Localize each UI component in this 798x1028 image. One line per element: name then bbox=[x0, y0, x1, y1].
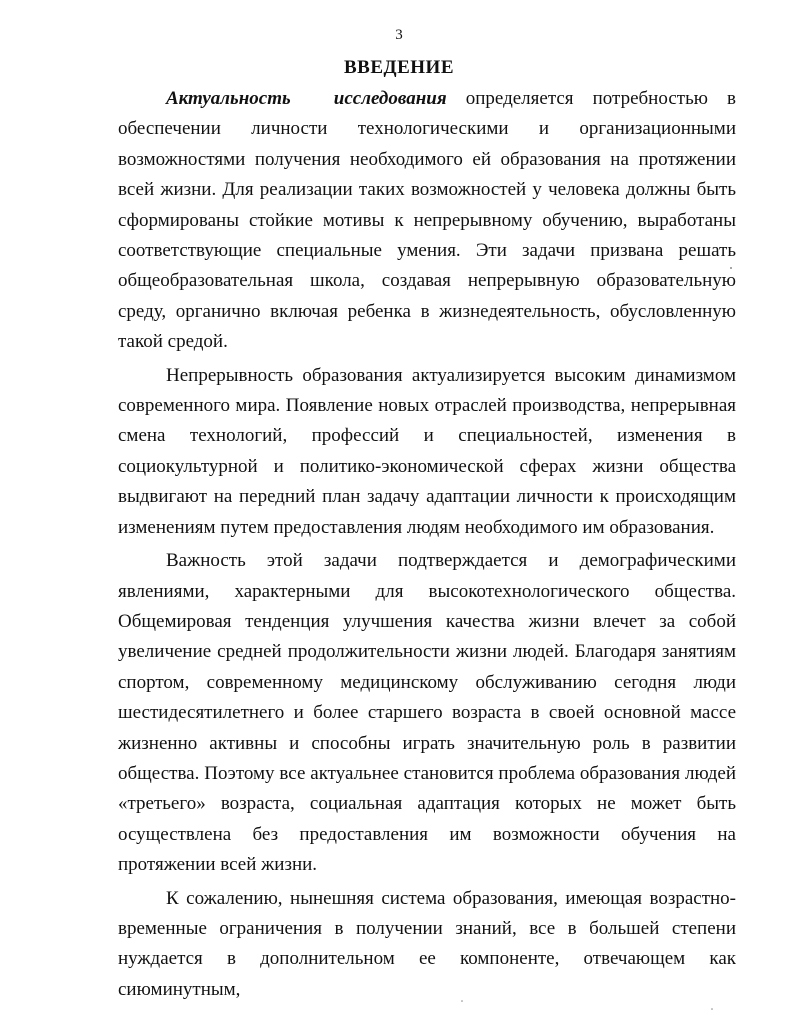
page-number: 3 bbox=[395, 27, 403, 43]
paragraph-demographics bbox=[118, 546, 736, 880]
paragraph-current-system bbox=[118, 884, 736, 1006]
paragraph-text: Непрерывность образования актуализируется высоким динамизмом современного мира. Появление новых отраслей производства, непрерывная смена технологий, профессий и специальностей, изменения в социокультурной и политико-экономической сферах жизни общества выдвигают на передний план задачу адаптации личности к происходящим изменениям путем предоставления людям необходимого им образования. bbox=[118, 364, 736, 538]
paragraph-relevance bbox=[118, 84, 736, 358]
paragraph-text: К сожалению, нынешняя система образования, имеющая возрастно-временные ограничения в получении знаний, все в большей степени нуждается в дополнительном ее компоненте, отвечающем как сиюминутным, bbox=[118, 887, 736, 1000]
relevance-lead: Актуальность исследования bbox=[166, 88, 447, 109]
paragraph-text: определяется потребностью в обеспечении личности технологическими и организационными возможностями получения необходимого ей образования на протяжении всей жизни. Для реализации таких возможностей у человека должны быть сформированы стойкие мотивы к непрерывному обучению, выработаны соответствующие специальные умения. Эти задачи призвана решать общеобразовательная школа, создавая непрерывную образовательную среду, органично включая ребенка в жизнедеятельность, обусловленную такой средой. bbox=[118, 88, 736, 353]
paragraph-continuity bbox=[118, 361, 736, 543]
body-text bbox=[118, 84, 736, 1005]
paragraph-text: Важность этой задачи подтверждается и демографическими явлениями, характерными для высокотехнологического общества. Общемировая тенденция улучшения качества жизни влечет за собой увеличение средней продолжительности жизни людей. Благодаря занятиям спортом, современному медицинскому обслуживанию сегодня люди шестидесятилетнего и более старшего возраста в своей основной массе жизненно активны и способны играть значительную роль в развитии общества. Поэтому все актуальнее становится проблема образования людей «третьего» возраста, социальная адаптация которых не может быть осуществлена без предоставления им возможности обучения на протяжении всей жизни. bbox=[118, 550, 736, 876]
section-heading: ВВЕДЕНИЕ bbox=[344, 57, 454, 78]
